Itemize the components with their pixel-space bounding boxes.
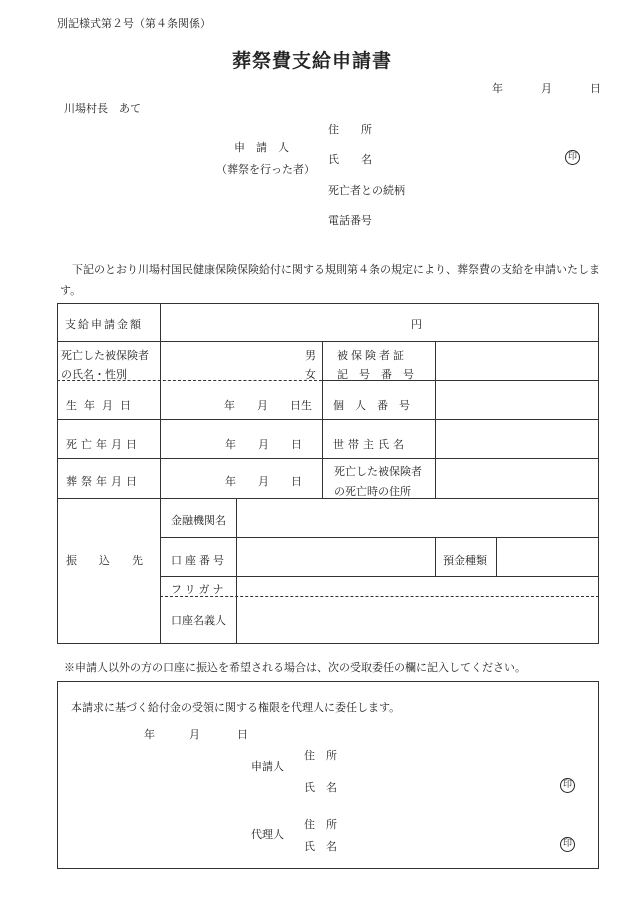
date-year: 年 (492, 82, 503, 95)
applicant-sublabel: （葬祭を行った者） (216, 163, 315, 176)
delegation-applicant-name: 氏 名 (304, 781, 337, 794)
delegation-year: 年 (144, 728, 155, 741)
date-day: 日 (590, 82, 601, 95)
insured-number-label-2: 記 号 番 号 (337, 368, 414, 381)
transfer-label: 振 込 先 (66, 554, 143, 567)
delegation-agent-name: 氏 名 (304, 840, 337, 853)
funeral-date-label: 葬祭年月日 (66, 475, 141, 488)
applicant-phone-label: 電話番号 (328, 214, 372, 227)
applicant-address-label: 住 所 (328, 123, 372, 136)
agent-seal-icon: 印 (560, 837, 575, 852)
birth-date-value: 年 月 日生 (224, 399, 312, 412)
bank-name-label: 金融機関名 (171, 514, 226, 527)
death-address-label-2: の死亡時の住所 (334, 485, 411, 498)
delegation-text: 本請求に基づく給付金の受領に関する権限を代理人に委任します。 (71, 701, 401, 714)
death-address-label-1: 死亡した被保険者 (334, 465, 422, 478)
gender-female: 女 (305, 368, 316, 381)
delegation-day: 日 (237, 728, 248, 741)
page-title: 葬祭費支給申請書 (232, 50, 393, 72)
delegation-month: 月 (189, 728, 200, 741)
amount-label: 支給申請金額 (65, 318, 143, 331)
deceased-name-label-1: 死亡した被保険者 (61, 349, 149, 362)
delegation-agent-address: 住 所 (304, 818, 337, 831)
addressee: 川場村長 あて (64, 102, 141, 115)
deceased-name-label-2: の氏名・性別 (61, 368, 127, 381)
delegation-agent-label: 代理人 (251, 828, 284, 841)
amount-unit: 円 (411, 318, 422, 331)
insured-number-label-1: 被保険者証 (337, 349, 407, 362)
application-statement: 下記のとおり川場村国民健康保険保険給付に関する規則第４条の規定により、葬祭費の支給を申請いたします。 (60, 263, 600, 297)
applicant-relation-label: 死亡者との続柄 (328, 184, 405, 197)
householder-label: 世帯主氏名 (333, 438, 408, 451)
birth-date-label: 生年月日 (66, 399, 138, 412)
delegation-applicant-label: 申請人 (251, 760, 284, 773)
applicant-name-label: 氏 名 (328, 153, 372, 166)
death-date-value: 年 月 日 (225, 438, 302, 451)
funeral-date-value: 年 月 日 (225, 475, 302, 488)
date-month: 月 (541, 82, 552, 95)
note-text: ※申請人以外の方の口座に振込を希望される場合は、次の受取委任の欄に記入してください。 (64, 661, 526, 674)
gender-male: 男 (305, 349, 316, 362)
personal-number-label: 個 人 番 号 (333, 399, 410, 412)
death-date-label: 死亡年月日 (66, 438, 141, 451)
form-label: 別記様式第２号（第４条関係） (57, 17, 211, 30)
delegation-applicant-address: 住 所 (304, 749, 337, 762)
seal-icon: 印 (565, 150, 580, 165)
account-number-label: 口座番号 (171, 554, 227, 567)
applicant-seal-icon: 印 (560, 778, 575, 793)
furigana-label: フリガナ (171, 583, 227, 596)
deposit-type-label: 預金種類 (443, 554, 487, 567)
account-holder-label: 口座名義人 (171, 614, 226, 627)
applicant-label: 申 請 人 (234, 141, 289, 154)
